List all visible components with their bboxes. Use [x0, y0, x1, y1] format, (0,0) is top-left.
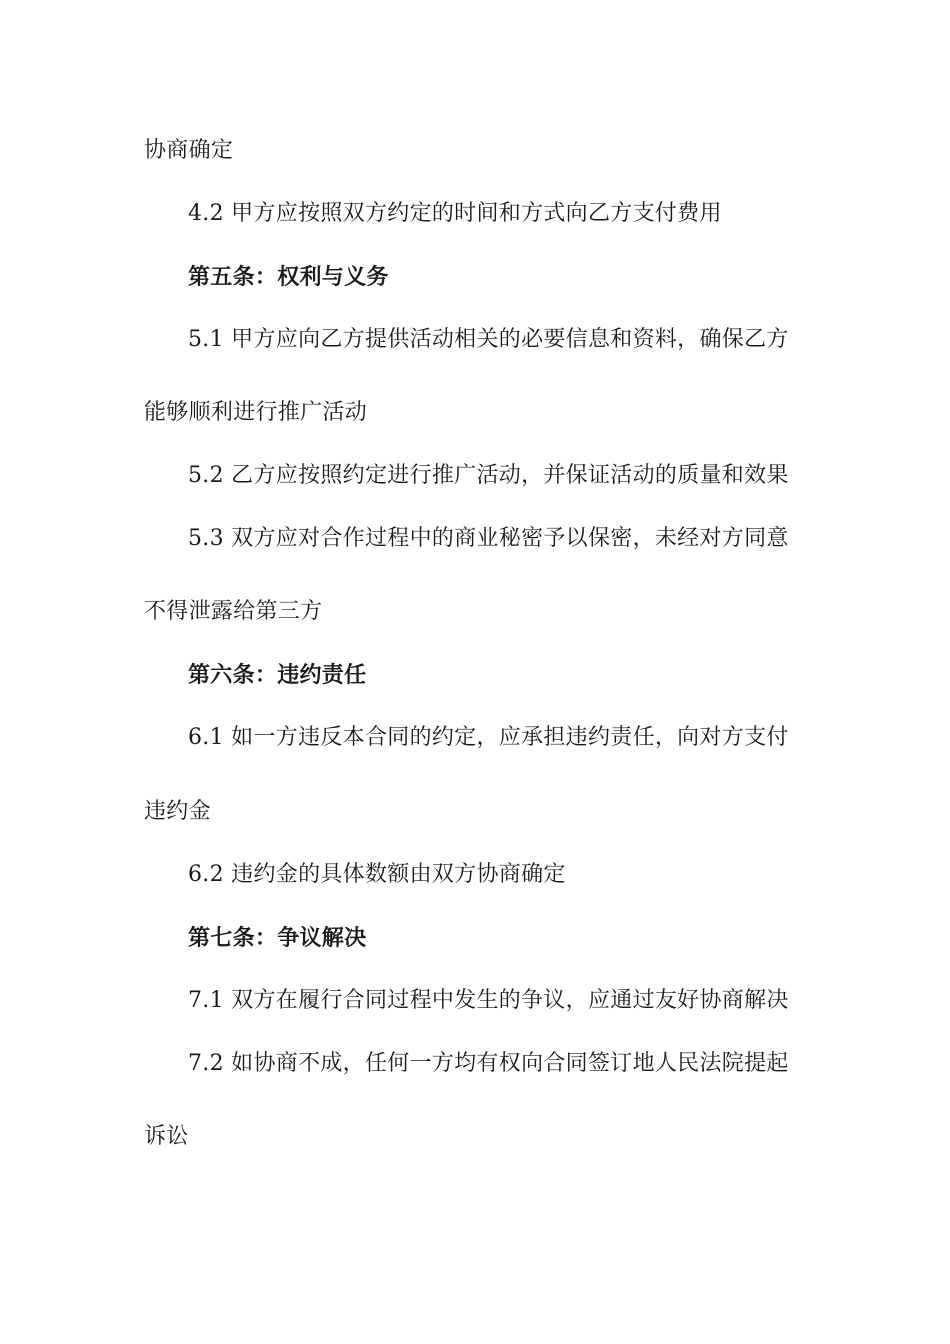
clause-7-2: 7.2 如协商不成，任何一方均有权向合同签订地人民法院提起 — [188, 1051, 789, 1076]
clause-6-2: 6.2 违约金的具体数额由双方协商确定 — [188, 862, 566, 887]
section-heading-article-5: 第五条：权利与义务 — [188, 264, 389, 290]
clause-4-2: 4.2 甲方应按照双方约定的时间和方式向乙方支付费用 — [188, 201, 722, 226]
text-line: 能够顺利进行推广活动 — [144, 400, 368, 425]
section-heading-article-7: 第七条：争议解决 — [188, 925, 367, 951]
text-line: 违约金 — [144, 799, 211, 824]
text-line: 不得泄露给第三方 — [144, 599, 323, 624]
clause-5-2: 5.2 乙方应按照约定进行推广活动，并保证活动的质量和效果 — [188, 463, 789, 488]
section-heading-article-6: 第六条：违约责任 — [188, 662, 367, 688]
clause-7-1: 7.1 双方在履行合同过程中发生的争议，应通过友好协商解决 — [188, 988, 789, 1013]
text-line: 协商确定 — [144, 138, 234, 163]
text-line: 诉讼 — [144, 1124, 189, 1149]
clause-5-3: 5.3 双方应对合作过程中的商业秘密予以保密，未经对方同意 — [188, 526, 789, 551]
clause-6-1: 6.1 如一方违反本合同的约定，应承担违约责任，向对方支付 — [188, 725, 789, 750]
clause-5-1: 5.1 甲方应向乙方提供活动相关的必要信息和资料，确保乙方 — [188, 327, 789, 352]
